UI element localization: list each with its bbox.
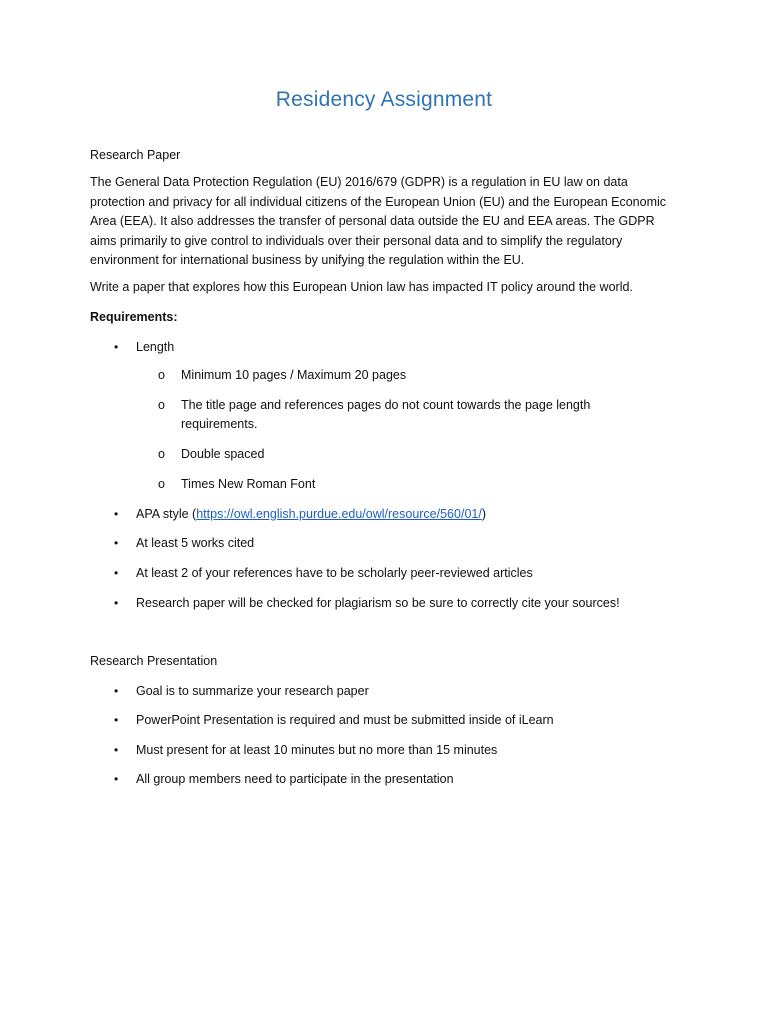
sub-bullet-text-title-page: The title page and references pages do not count towards the page length requirements. bbox=[181, 398, 591, 431]
bullet-text-length: Length bbox=[136, 340, 175, 354]
apa-prefix: APA style ( bbox=[136, 507, 197, 521]
bullet-marker: • bbox=[114, 743, 119, 757]
requirements-heading: Requirements: bbox=[90, 310, 178, 324]
bullet-marker: • bbox=[114, 507, 119, 521]
bullet-marker: • bbox=[114, 684, 119, 698]
sub-bullet-marker: o bbox=[158, 368, 165, 382]
bullet-marker: • bbox=[114, 713, 119, 727]
bullet-text-apa bbox=[136, 505, 696, 523]
bullet-text-participation: All group members need to participate in the presentation bbox=[136, 772, 454, 786]
sub-bullet-text-font: Times New Roman Font bbox=[181, 477, 316, 491]
document-title: Residency Assignment bbox=[275, 88, 493, 111]
apa-suffix: ) bbox=[481, 507, 486, 521]
bullet-text-works-cited: At least 5 works cited bbox=[136, 536, 255, 550]
sub-bullet-text-pages: Minimum 10 pages / Maximum 20 pages bbox=[181, 368, 407, 382]
bullet-text-goal: Goal is to summarize your research paper bbox=[136, 684, 369, 698]
sub-bullet-marker: o bbox=[158, 398, 165, 412]
bullet-text-duration: Must present for at least 10 minutes but no more than 15 minutes bbox=[136, 743, 498, 757]
research-paper-heading: Research Paper bbox=[90, 148, 181, 162]
bullet-text-powerpoint: PowerPoint Presentation is required and must be submitted inside of iLearn bbox=[136, 713, 554, 727]
bullet-marker: • bbox=[114, 536, 119, 550]
bullet-marker: • bbox=[114, 566, 119, 580]
bullet-marker: • bbox=[114, 340, 119, 354]
gdpr-paragraph: The General Data Protection Regulation (EU) 2016/679 (GDPR) is a regulation in EU law on data protection and privacy for all individual citizens of the European Union (EU) and the European Economic Area (EEA). It also addresses the transfer of personal data outside the EU and EEA areas. The GDPR aims primarily to give control to individuals over their personal data and to simplify the regulatory environment for international business by unifying the regulation within the EU. bbox=[90, 175, 667, 267]
research-presentation-heading: Research Presentation bbox=[90, 654, 218, 668]
bullet-text-plagiarism: Research paper will be checked for plagiarism so be sure to correctly cite your sources! bbox=[136, 596, 620, 610]
sub-bullet-marker: o bbox=[158, 447, 165, 461]
bullet-marker: • bbox=[114, 772, 119, 786]
assignment-paragraph: Write a paper that explores how this European Union law has impacted IT policy around the world. bbox=[90, 280, 633, 294]
bullet-marker: • bbox=[114, 596, 119, 610]
sub-bullet-marker: o bbox=[158, 477, 165, 491]
bullet-text-references: At least 2 of your references have to be scholarly peer-reviewed articles bbox=[136, 566, 533, 580]
sub-bullet-text-spacing: Double spaced bbox=[181, 447, 265, 461]
apa-style-link[interactable]: https://owl.english.purdue.edu/owl/resource/560/01/ bbox=[196, 507, 482, 521]
